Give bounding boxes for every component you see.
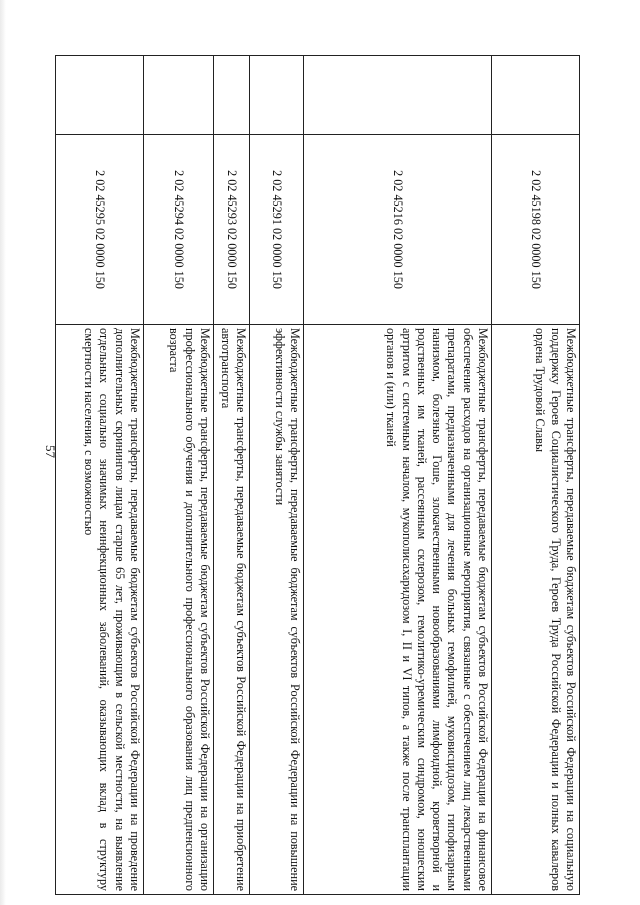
- budget-description: Межбюджетные трансферты, передаваемые бюджетам субъектов Российской Федерации на проведение дополнительных скринингов лицам старше 65 лет, проживающим в сельской местности, на выявление отдельных социально значимых неинфекционных заболеваний, оказывающих вклад в структуру смертности населения, с возможностью: [56, 325, 144, 895]
- budget-classification-table: [55, 55, 580, 895]
- budget-description: Межбюджетные трансферты, передаваемые бюджетам субъектов Российской Федерации на повышение эффективности службы занятости: [250, 325, 304, 895]
- budget-description: Межбюджетные трансферты, передаваемые бюджетам субъектов Российской Федерации на организацию профессионального обучения и дополнительного профессионального образования лиц предпенсионного возраста: [144, 325, 214, 895]
- table-row: [56, 56, 144, 895]
- empty-cell: [492, 56, 580, 135]
- budget-description: Межбюджетные трансферты, передаваемые бюджетам субъектов Российской Федерации на финансовое обеспечение расходов на организационные мероприятия, связанные с обеспечением лиц лекарственными препаратами, предназначенными для лечения больных гемофилией, муковисцидозом, гипофизарным нанизмом, болезнью Гоше, злокачественными новообразованиями лимфоидной, кроветворной и родственных им тканей, рассеянным склерозом, гемолитико-уремическим синдромом, юношеским артритом с системным началом, мукополисахаридозом I, II и VI типов, а также после трансплантации органов и (или) тканей: [304, 325, 492, 895]
- budget-code: 2 02 45293 02 0000 150: [214, 135, 250, 325]
- table-row: [304, 56, 492, 895]
- empty-cell: [250, 56, 304, 135]
- empty-cell: [214, 56, 250, 135]
- budget-code: 2 02 45198 02 0000 150: [492, 135, 580, 325]
- budget-description: Межбюджетные трансферты, передаваемые бюджетам субъектов Российской Федерации на социальную поддержку Героев Социалистического Труда, Героев Труда Российской Федерации и полных кавалеров ордена Трудовой Славы: [492, 325, 580, 895]
- budget-code: 2 02 45216 02 0000 150: [304, 135, 492, 325]
- empty-cell: [144, 56, 214, 135]
- table-row: [144, 56, 214, 895]
- table-row: [250, 56, 304, 895]
- table-row: [214, 56, 250, 895]
- page-number: 57: [43, 445, 58, 458]
- table-row: [492, 56, 580, 895]
- empty-cell: [304, 56, 492, 135]
- budget-code: 2 02 45294 02 0000 150: [144, 135, 214, 325]
- budget-code: 2 02 45295 02 0000 150: [56, 135, 144, 325]
- empty-cell: [56, 56, 144, 135]
- budget-description: Межбюджетные трансферты, передаваемые бюджетам субъектов Российской Федерации на приобретение автотранспорта: [214, 325, 250, 895]
- budget-code: 2 02 45291 02 0000 150: [250, 135, 304, 325]
